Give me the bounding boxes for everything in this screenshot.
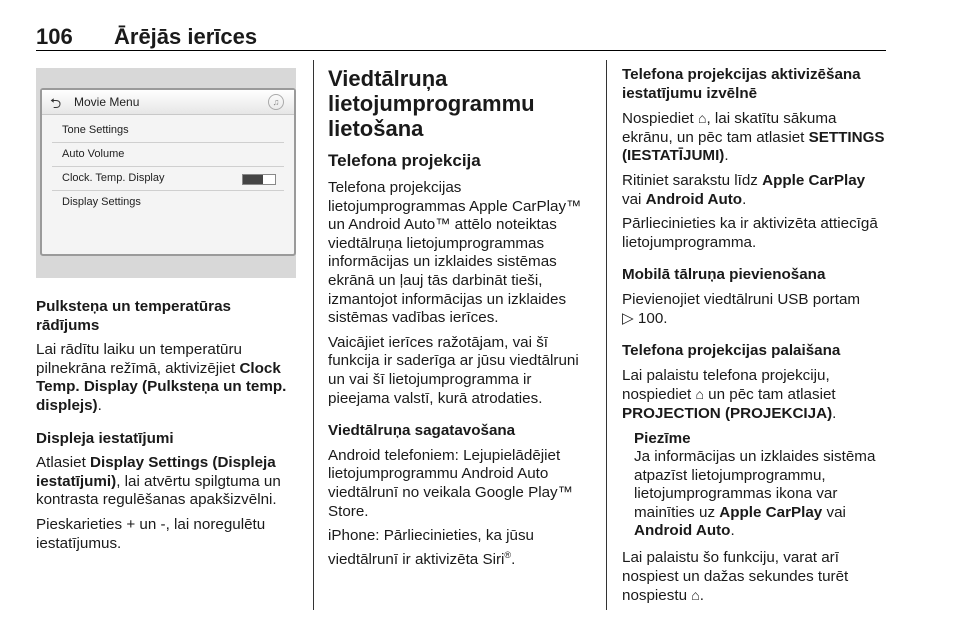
section-heading: Telefona projekcijas aktivizēšana iestatījumu izvēlnē [622, 66, 861, 102]
page-reference: 100. [637, 309, 668, 327]
note-block [634, 430, 886, 542]
section-heading: Displeja iestatījumi [36, 429, 174, 447]
back-arrow-icon: ⮌ [50, 95, 62, 111]
column-divider [606, 60, 607, 610]
note-title: Piezīme [634, 429, 691, 447]
paragraph: Atlasiet Display Settings (Displeja iestatījumi), lai atvērtu spilgtuma un kontrasta regulēšanas apakšizvēlni. [36, 454, 281, 509]
menu-item-label: Clock. Temp. Display [62, 172, 165, 184]
menu-item-label: Tone Settings [62, 124, 129, 136]
page-reference-icon: ▷ [622, 309, 634, 327]
paragraph: Lai palaistu šo funkciju, varat arī nospiest un dažas sekundes turēt nospiestu ⌂. [622, 549, 849, 605]
section-heading: Viedtālruņa sagatavošana [328, 422, 516, 440]
paragraph: Nospiediet ⌂, lai skatītu sākuma ekrānu, un pēc tam atlasiet SETTINGS (IESTATĪJUMI). [622, 110, 885, 165]
paragraph: Pievienojiet viedtālruni USB portam ▷ 100. [622, 290, 861, 327]
home-icon: ⌂ [697, 110, 707, 127]
page-number: 106 [36, 24, 73, 49]
home-icon: ⌂ [695, 386, 704, 403]
section-heading: Mobilā tālruņa pievienošana [622, 266, 826, 284]
menu-item-label: Display Settings [62, 196, 141, 208]
paragraph: Android telefoniem: Lejupielādējiet lietojumprogrammu Android Auto viedtālrunī no veikala Google Play™ Store. [328, 446, 573, 520]
menu-item-label: Auto Volume [62, 148, 125, 160]
note-text: Ja informācijas un izklaides sistēma atpazīst lietojumprogrammu, lietojumprogrammas ikona var mainīties uz Apple CarPlay vai Android Auto. [634, 448, 876, 540]
article-subtitle: Telefona projekcija [328, 151, 481, 170]
paragraph: Lai rādītu laiku un temperatūru pilnekrāna režīmā, aktivizējiet Clock Temp. Display (Pulksteņa un temp. displejs). [36, 341, 287, 414]
header-rule [36, 50, 886, 51]
toggle-fill [243, 175, 263, 184]
music-note-icon: ♫ [268, 94, 284, 110]
home-icon: ⌂ [691, 587, 700, 604]
article-title: Viedtālruņa lietojumprogrammu lietošana [328, 66, 535, 141]
column-3 [622, 66, 886, 612]
menu-item [52, 166, 284, 191]
paragraph: Ritiniet sarakstu līdz Apple CarPlay vai Android Auto. [622, 171, 866, 208]
paragraph: Lai palaistu telefona projekciju, nospiediet ⌂ un pēc tam atlasiet PROJECTION (PROJEKCIJA). [622, 366, 837, 422]
column-1 [36, 298, 298, 559]
column-2 [328, 66, 594, 575]
menu-item [52, 190, 284, 214]
paragraph: Vaicājiet ierīces ražotājam, vai šī funkcija ir saderīga ar jūsu viedtālruni un vai šī lietojumprogramma ir pieejama valstī, kurā atrodaties. [328, 333, 579, 407]
toggle-switch [242, 174, 276, 185]
paragraph: Pieskarieties + un -, lai noregulētu iestatījumus. [36, 515, 266, 552]
menu-item [52, 118, 284, 143]
section-heading: Telefona projekcijas palaišana [622, 342, 841, 360]
infotainment-screen [40, 88, 296, 256]
paragraph: Pārliecinieties ka ir aktivizēta attiecīgā lietojumprogramma. [622, 215, 878, 251]
section-heading: Pulksteņa un temperatūras rādījums [36, 298, 231, 334]
screen-title-bar [42, 90, 294, 115]
screenshot-figure [36, 68, 296, 278]
column-divider [313, 60, 314, 610]
screen-title: Movie Menu [74, 95, 140, 109]
chapter-title: Ārējās ierīces [114, 24, 258, 49]
menu-item [52, 142, 284, 167]
paragraph: Telefona projekcijas lietojumprogrammas Apple CarPlay™ un Android Auto™ attēlo noteiktas viedtālruņa lietojumprogrammas informācijas un izklaides sistēmas ekrānā un ļauj tās darbināt tieši, izmantojot informācijas un izklaides sistēmas vadības ierīces. [328, 179, 582, 327]
paragraph: iPhone: Pārliecinieties, ka jūsu viedtālrunī ir aktivizēta Siri®. [328, 527, 534, 568]
